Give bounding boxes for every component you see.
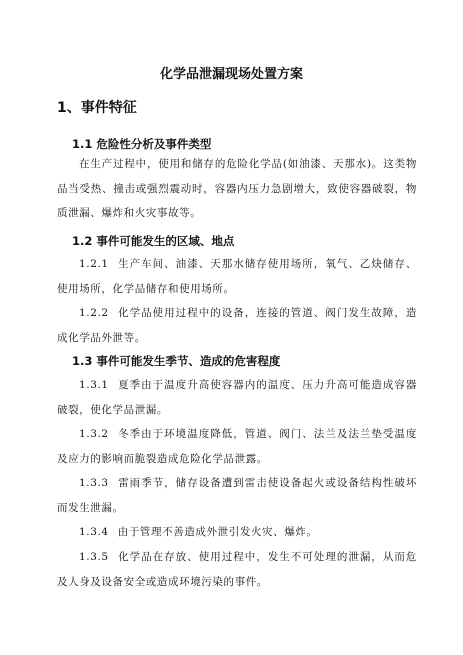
item-number: 1.2.1 [79,258,109,270]
paragraph-1-2-2 [57,301,417,350]
paragraph-1-1: 在生产过程中，使用和储存的危险化学品(如油漆、天那水)。这类物品当受热、撞击或强烈震动时，容器内压力急剧增大，致使容器破裂，物质泄漏、爆炸和火灾事故等。 [57,158,417,219]
paragraph-1-3-4 [57,520,417,545]
item-number: 1.3.4 [79,526,109,538]
paragraph-1-2-1 [57,252,417,301]
subsection-heading-1-3: 1.3 事件可能发生季节、造成的危害程度 [72,354,281,368]
item-text: 化学品使用过程中的设备，连接的管道、阀门发生故障，造成化学品外泄等。 [57,307,417,344]
paragraph-1-3-5 [57,545,417,594]
item-text: 夏季由于温度升高使容器内的温度、压力升高可能造成容器破裂，使化学品泄漏。 [57,379,417,416]
paragraph-1-3-3 [57,471,417,520]
paragraph-1-3-1 [57,373,417,422]
paragraph-1-3-2 [57,422,417,471]
item-number: 1.2.2 [79,307,109,319]
subsection-heading-1-1: 1.1 危险性分析及事件类型 [72,137,212,151]
item-number: 1.3.1 [79,379,109,391]
section-heading-1: 1、事件特征 [57,100,137,116]
item-number: 1.3.2 [79,428,109,440]
item-text: 冬季由于环境温度降低，管道、阀门、法兰及法兰垫受温度及应力的影响而脆裂造成危险化学品泄露。 [57,428,417,465]
item-text: 生产车间、油漆、天那水储存使用场所，氧气、乙炔储存、使用场所，化学品储存和使用场所。 [57,258,417,295]
item-text: 由于管理不善造成外泄引发火灾、爆炸。 [117,526,318,538]
item-text: 雷雨季节，储存设备遭到雷击使设备起火或设备结构性破坏而发生泄漏。 [57,477,417,514]
subsection-heading-1-2: 1.2 事件可能发生的区域、地点 [72,234,235,248]
item-number: 1.3.3 [79,477,109,489]
item-text: 化学品在存放、使用过程中，发生不可处理的泄漏，从而危及人身及设备安全或造成环境污染的事件。 [57,551,417,588]
item-number: 1.3.5 [79,551,109,563]
document-title: 化学品泄漏现场处置方案 [159,67,303,82]
